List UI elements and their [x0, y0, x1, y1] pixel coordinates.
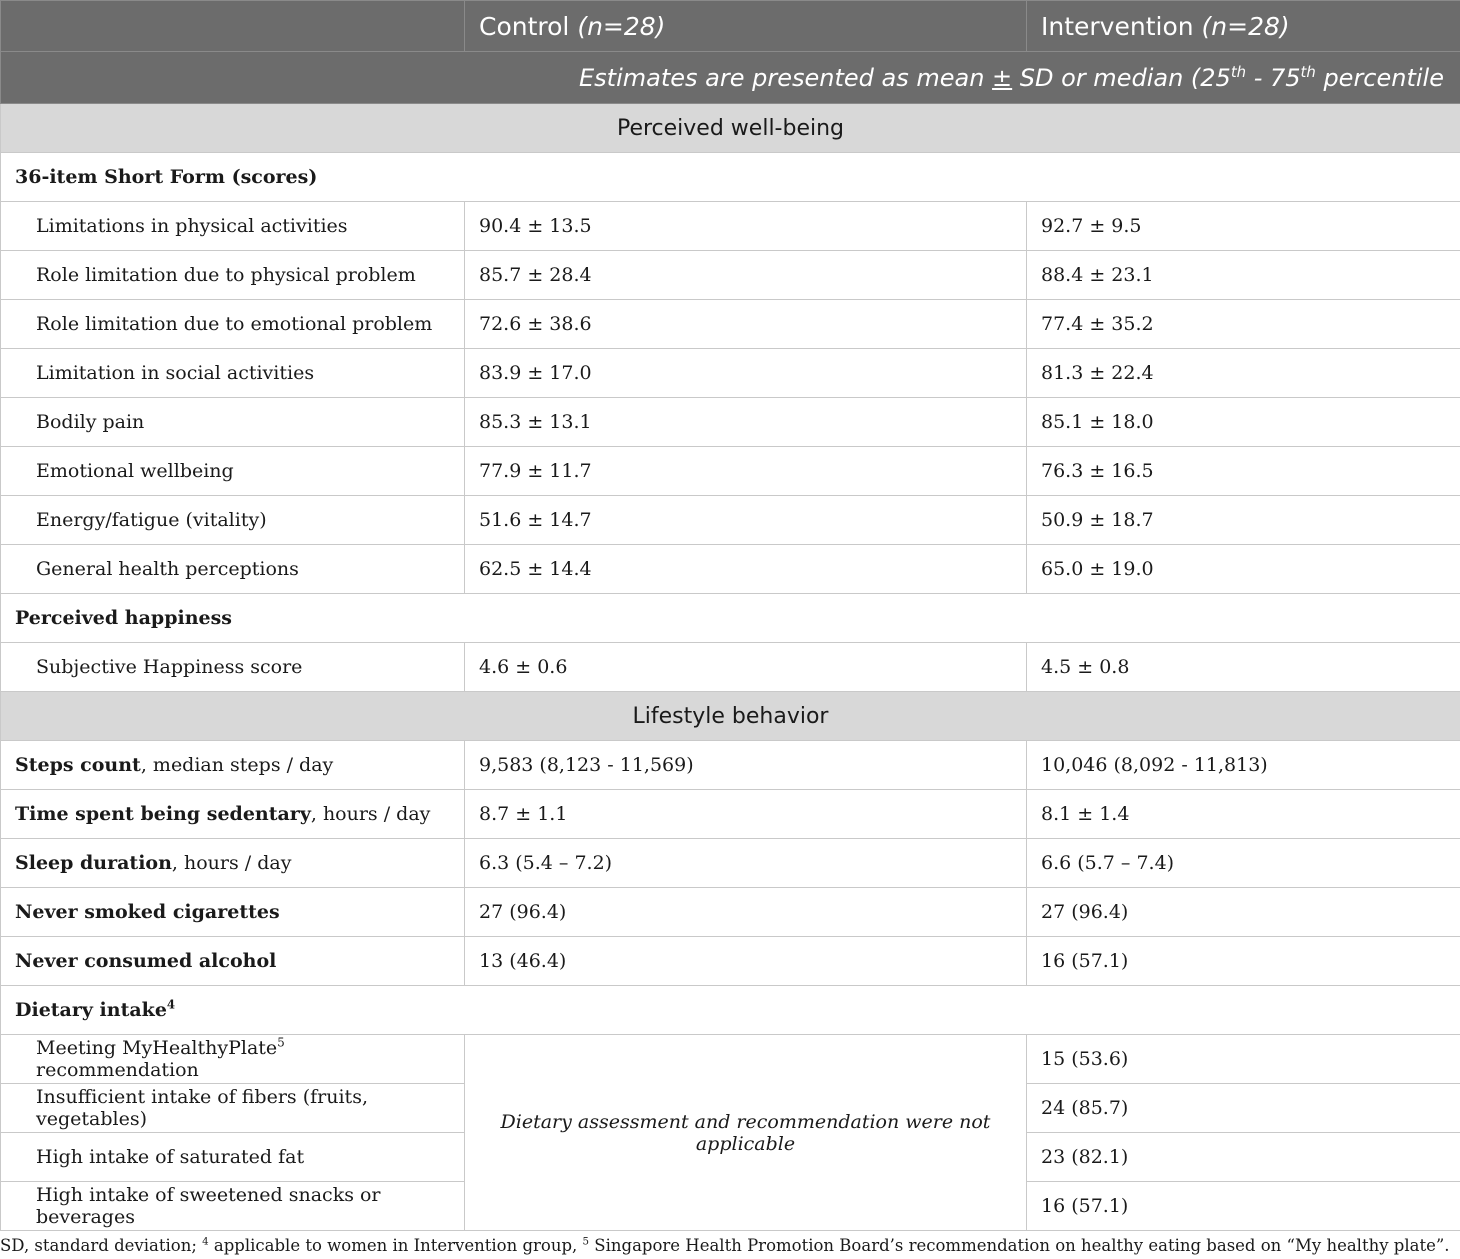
group-row-dietary — [1, 986, 1460, 1035]
control-value: 90.4 ± 13.5 — [465, 202, 1027, 251]
intervention-value: 50.9 ± 18.7 — [1027, 496, 1460, 545]
table-row — [1, 447, 1460, 496]
table-row — [1, 1035, 1460, 1084]
table-row — [1, 937, 1460, 986]
row-label: Never smoked cigarettes — [1, 888, 465, 937]
intervention-value: 23 (82.1) — [1027, 1133, 1460, 1182]
row-label: Subjective Happiness score — [1, 643, 465, 692]
control-value: 27 (96.4) — [465, 888, 1027, 937]
table-row — [1, 790, 1460, 839]
row-label: Limitations in physical activities — [1, 202, 465, 251]
intervention-value: 4.5 ± 0.8 — [1027, 643, 1460, 692]
row-label: Emotional wellbeing — [1, 447, 465, 496]
header-intervention: Intervention (n=28) — [1027, 1, 1460, 52]
group-title-sf36: 36-item Short Form (scores) — [1, 153, 1460, 202]
row-label: Never consumed alcohol — [1, 937, 465, 986]
table-row — [1, 251, 1460, 300]
intervention-value: 24 (85.7) — [1027, 1084, 1460, 1133]
control-not-applicable: Dietary assessment and recommendation were not applicable — [465, 1035, 1027, 1231]
intervention-value: 85.1 ± 18.0 — [1027, 398, 1460, 447]
estimates-note: Estimates are presented as mean ± SD or median (25th - 75th percentile — [1, 52, 1460, 104]
table-row — [1, 643, 1460, 692]
intervention-value: 77.4 ± 35.2 — [1027, 300, 1460, 349]
control-value: 83.9 ± 17.0 — [465, 349, 1027, 398]
control-value: 77.9 ± 11.7 — [465, 447, 1027, 496]
intervention-value: 88.4 ± 23.1 — [1027, 251, 1460, 300]
control-value: 72.6 ± 38.6 — [465, 300, 1027, 349]
row-label: Energy/fatigue (vitality) — [1, 496, 465, 545]
table-row — [1, 398, 1460, 447]
table-row — [1, 839, 1460, 888]
table-row — [1, 496, 1460, 545]
row-label: High intake of saturated fat — [1, 1133, 465, 1182]
intervention-value: 6.6 (5.7 – 7.4) — [1027, 839, 1460, 888]
header-control: Control (n=28) — [465, 1, 1027, 52]
row-label: High intake of sweetened snacks or beverages — [1, 1182, 465, 1231]
table-row — [1, 300, 1460, 349]
table-row — [1, 888, 1460, 937]
row-label: Role limitation due to emotional problem — [1, 300, 465, 349]
intervention-value: 76.3 ± 16.5 — [1027, 447, 1460, 496]
control-value: 13 (46.4) — [465, 937, 1027, 986]
intervention-value: 10,046 (8,092 - 11,813) — [1027, 741, 1460, 790]
intervention-value: 81.3 ± 22.4 — [1027, 349, 1460, 398]
group-row-happiness — [1, 594, 1460, 643]
intervention-value: 8.1 ± 1.4 — [1027, 790, 1460, 839]
intervention-value: 65.0 ± 19.0 — [1027, 545, 1460, 594]
row-label: Meeting MyHealthyPlate$^5$ recommendation — [1, 1035, 465, 1084]
section-row-lifestyle — [1, 692, 1460, 741]
row-label: Limitation in social activities — [1, 349, 465, 398]
row-label: Bodily pain — [1, 398, 465, 447]
header-row — [1, 1, 1460, 52]
table-row — [1, 202, 1460, 251]
group-title-happiness: Perceived happiness — [1, 594, 1460, 643]
row-label: Time spent being sedentary, hours / day — [1, 790, 465, 839]
section-title-lifestyle: Lifestyle behavior — [1, 692, 1460, 741]
intervention-value: 27 (96.4) — [1027, 888, 1460, 937]
control-value: 9,583 (8,123 - 11,569) — [465, 741, 1027, 790]
section-title-wellbeing: Perceived well-being — [1, 104, 1460, 153]
control-value: 8.7 ± 1.1 — [465, 790, 1027, 839]
row-label: Role limitation due to physical problem — [1, 251, 465, 300]
control-value: 6.3 (5.4 – 7.2) — [465, 839, 1027, 888]
row-label: General health perceptions — [1, 545, 465, 594]
table-row — [1, 545, 1460, 594]
table-row — [1, 349, 1460, 398]
control-value: 85.7 ± 28.4 — [465, 251, 1027, 300]
control-value: 85.3 ± 13.1 — [465, 398, 1027, 447]
estimates-note-row — [1, 52, 1460, 104]
group-row-sf36 — [1, 153, 1460, 202]
header-empty-cell — [1, 1, 465, 52]
group-title-dietary: Dietary intake$^4$ — [1, 986, 1460, 1035]
row-label: Insufficient intake of fibers (fruits, vegetables) — [1, 1084, 465, 1133]
control-value: 51.6 ± 14.7 — [465, 496, 1027, 545]
section-row-wellbeing — [1, 104, 1460, 153]
intervention-value: 92.7 ± 9.5 — [1027, 202, 1460, 251]
table-footnote: SD, standard deviation; $^4$ applicable to women in Intervention group, $^5$ Singapore Health Promotion Board’s recommendation on healthy eating based on “My healthy plate”. — [0, 1236, 1450, 1255]
intervention-value: 16 (57.1) — [1027, 1182, 1460, 1231]
intervention-value: 15 (53.6) — [1027, 1035, 1460, 1084]
intervention-value: 16 (57.1) — [1027, 937, 1460, 986]
table-row — [1, 741, 1460, 790]
row-label: Sleep duration, hours / day — [1, 839, 465, 888]
control-value: 62.5 ± 14.4 — [465, 545, 1027, 594]
control-value: 4.6 ± 0.6 — [465, 643, 1027, 692]
row-label: Steps count, median steps / day — [1, 741, 465, 790]
